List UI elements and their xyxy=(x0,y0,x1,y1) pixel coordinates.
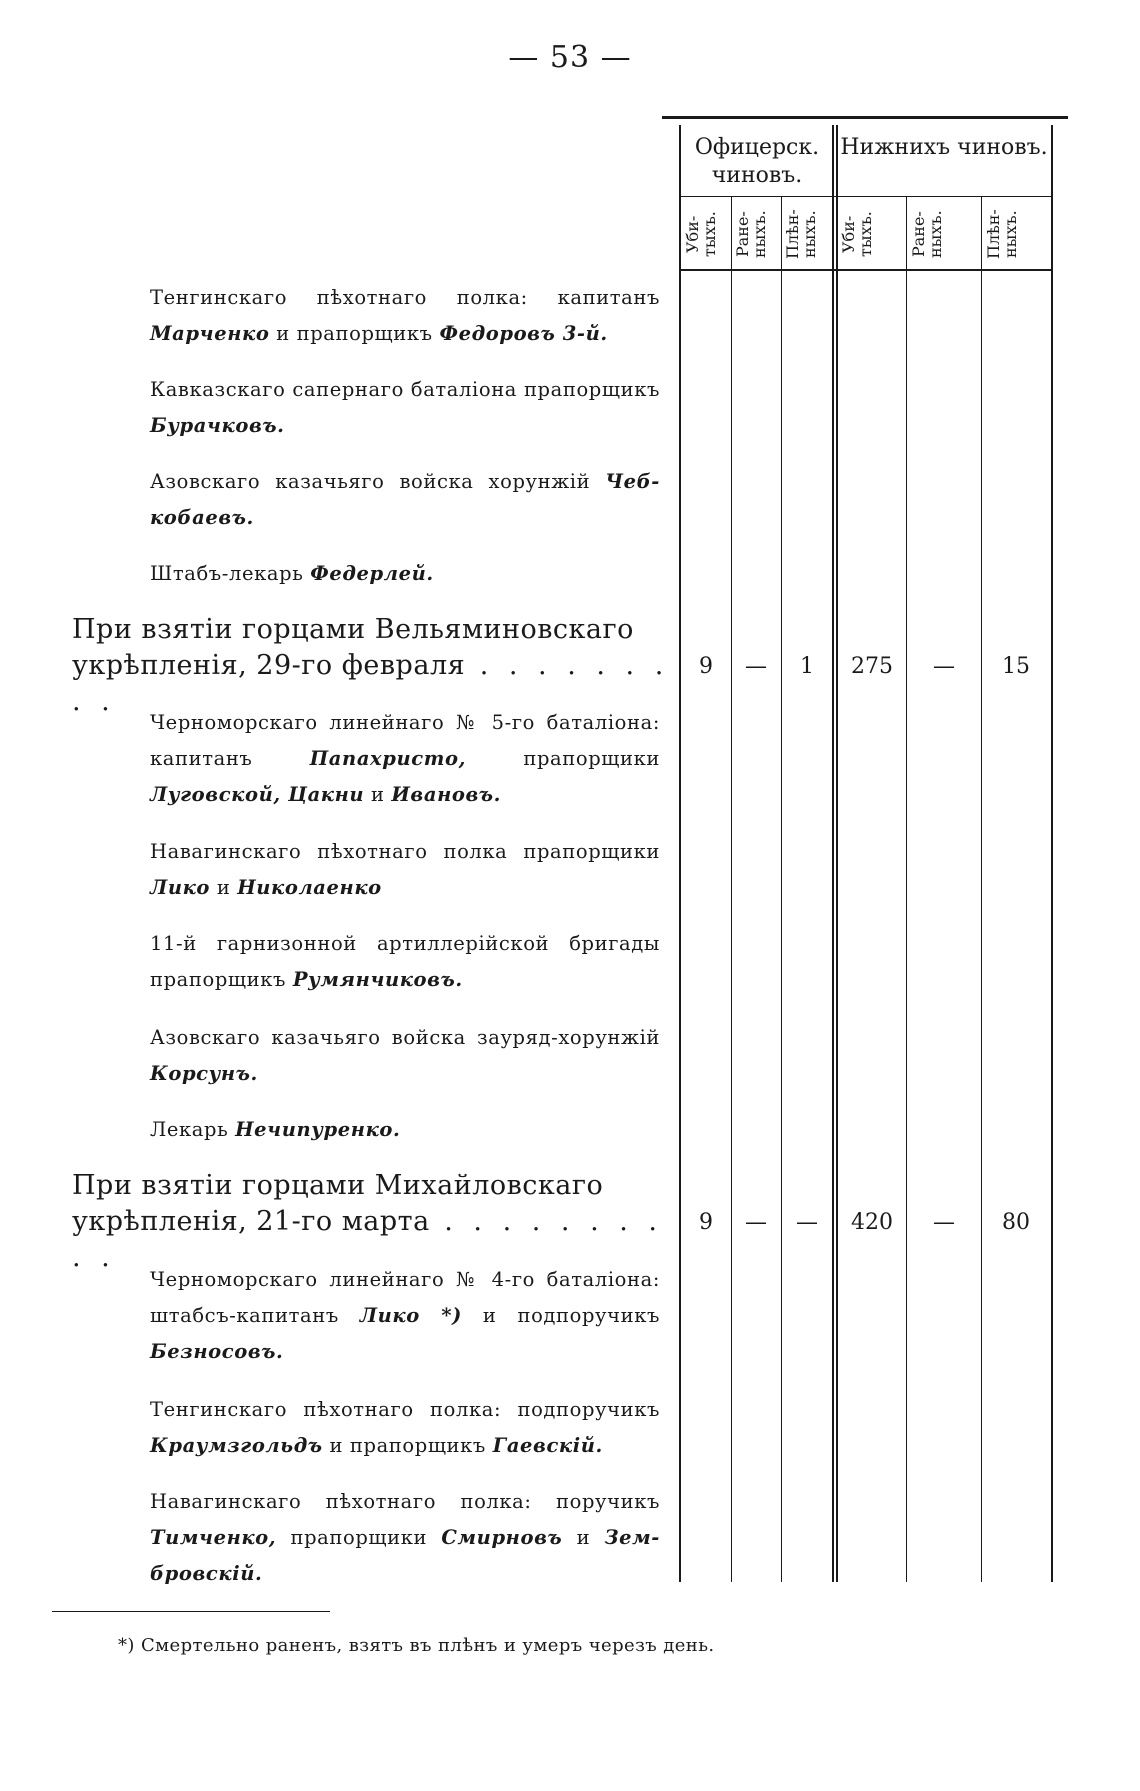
officers-killed: 9 xyxy=(699,654,713,679)
lower-killed: 275 xyxy=(851,654,893,679)
lower-captured: 80 xyxy=(1002,1210,1030,1235)
lower-wounded: — xyxy=(933,654,955,679)
page-number: — 53 — xyxy=(508,40,632,75)
officers-killed-header: Уби-тыхъ. xyxy=(683,211,719,257)
officers-captured-header: Плѣн-ныхъ. xyxy=(783,209,819,259)
officers-wounded-header: Ране-ныхъ. xyxy=(733,210,769,258)
lower-wounded: — xyxy=(933,1210,955,1235)
footnote-divider xyxy=(52,1611,330,1612)
entry: Азовскаго казачьяго войска хорунжій Чеб-кобаевъ. xyxy=(150,470,660,529)
lower-wounded-header: Ране-ныхъ. xyxy=(909,210,945,258)
officers-captured: 1 xyxy=(800,654,814,679)
officers-killed: 9 xyxy=(699,1210,713,1235)
officers-captured: — xyxy=(796,1210,818,1235)
entry: Азовскаго казачьяго войска зауряд-хорунжій Корсунъ. xyxy=(150,1026,660,1085)
entry: Черноморскаго линейнаго № 4-го баталіона: штабсъ-капитанъ Лико *) и подпоручикъ Безносовъ. xyxy=(150,1268,661,1363)
officers-wounded: — xyxy=(745,654,767,679)
entry: Тенгинскаго пѣхотнаго полка: капитанъ Марченко и прапорщикъ Федоровъ 3-й. xyxy=(150,286,660,345)
entry: Черноморскаго линейнаго № 5-го баталіона: капитанъ Папахристо, прапорщики Луговской, Цакни и Ивановъ. xyxy=(150,711,660,806)
entry: 11-й гарнизонной артиллерійской бригады прапорщикъ Румянчиковъ. xyxy=(150,932,660,991)
lower-killed-header: Уби-тыхъ. xyxy=(839,211,875,257)
lower-captured-header: Плѣн-ныхъ. xyxy=(984,209,1020,259)
footnote: *) Смертельно раненъ, взятъ въ плѣнъ и умеръ черезъ день. xyxy=(118,1635,715,1656)
entry: Навагинскаго пѣхотнаго полка прапорщики Лико и Николаенко xyxy=(150,840,660,899)
lower-killed: 420 xyxy=(851,1210,893,1235)
lower-captured: 15 xyxy=(1002,654,1030,679)
entry: Лекарь Нечипуренко. xyxy=(150,1118,401,1141)
officers-header: Офицерск. чиновъ. xyxy=(694,135,820,188)
officers-wounded: — xyxy=(745,1210,767,1235)
entry: Кавказскаго сапернаго баталіона прапорщикъ Бурачковъ. xyxy=(150,378,660,437)
entry: Навагинскаго пѣхотнаго полка: поручикъ Тимченко, прапорщики Смирновъ и Зем-бровскій. xyxy=(150,1490,660,1585)
lower-ranks-header: Нижнихъ чиновъ. xyxy=(840,135,1048,160)
entry: Тенгинскаго пѣхотнаго полка: подпоручикъ Краумзгольдъ и прапорщикъ Гаевскій. xyxy=(150,1398,660,1457)
event-heading: При взятіи горцами Вельяминовскаго укрѣпленія, 29-го февраля . . . . . . . . . xyxy=(72,614,670,717)
entry: Штабъ-лекарь Федерлей. xyxy=(150,562,434,585)
event-heading: При взятіи горцами Михайловскаго укрѣпленія, 21-го марта . . . . . . . . . . xyxy=(72,1170,663,1273)
